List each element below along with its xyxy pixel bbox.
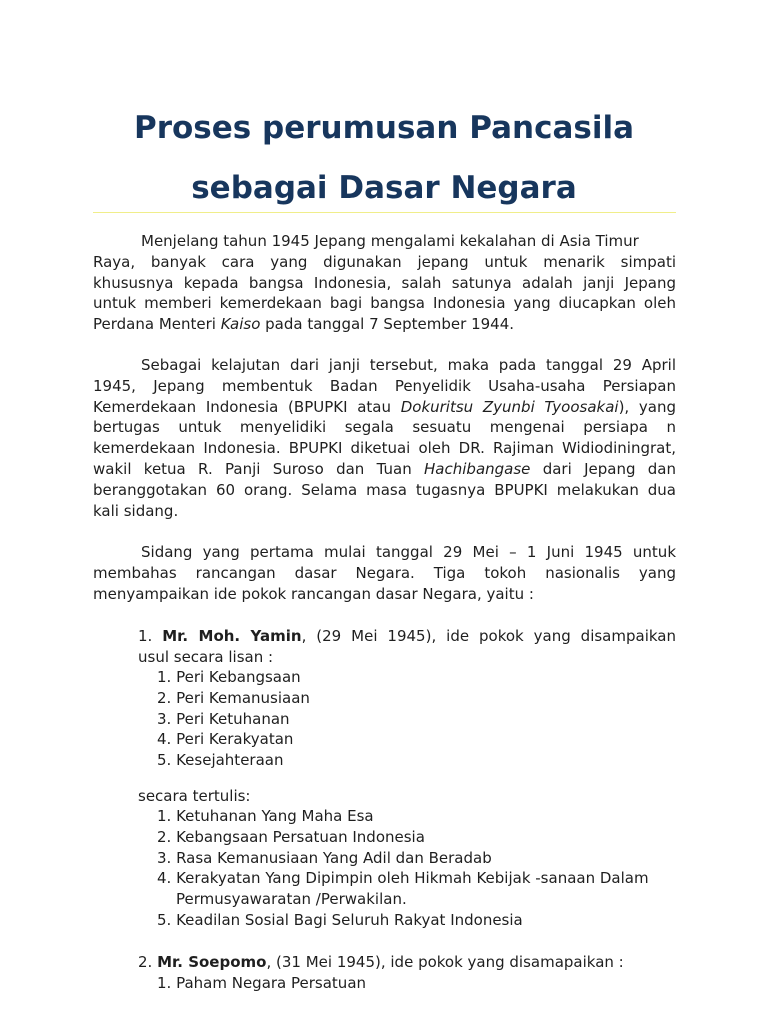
- list-item: 1. Peri Kebangsaan: [157, 668, 301, 686]
- italic-term: Kaiso: [220, 315, 261, 334]
- text-line: beranggotakan 60 orang. Selama masa tugasnya BPUPKI melakukan dua: [93, 480, 676, 499]
- text-line: [93, 459, 676, 480]
- list-number: 1.: [138, 627, 163, 645]
- title-line-1: Proses perumusan Pancasila: [134, 110, 634, 146]
- list-number: 2.: [138, 953, 158, 971]
- paragraph-3: [93, 542, 676, 604]
- text-line: kali sidang.: [93, 501, 179, 520]
- list-item-soepomo: [138, 952, 624, 973]
- title-divider: [93, 212, 676, 213]
- tertulis-label: secara tertulis:: [138, 787, 251, 805]
- text-line: usul secara lisan :: [138, 647, 274, 666]
- italic-term: Dokuritsu Zyunbi Tyoosakai: [400, 397, 619, 416]
- list-item: 1. Paham Negara Persatuan: [157, 974, 367, 992]
- text-span: pada tanggal 7 September 1944.: [260, 315, 515, 334]
- text-line: Raya, banyak cara yang digunakan jepang untuk menarik simpati: [93, 252, 676, 271]
- list-item: 1. Ketuhanan Yang Maha Esa: [157, 807, 374, 825]
- list-item: 3. Peri Ketuhanan: [157, 709, 290, 728]
- text-line: membahas rancangan dasar Negara. Tiga tokoh nasionalis yang: [93, 563, 676, 582]
- text-span: wakil ketua R. Panji Suroso dan Tuan: [93, 459, 425, 478]
- text-span: , (31 Mei 1945), ide pokok yang disamapaikan :: [266, 953, 624, 971]
- text-line: Sebagai kelajutan dari janji tersebut, maka pada tanggal 29 April: [141, 356, 676, 374]
- list-item: 5. Keadilan Sosial Bagi Seluruh Rakyat Indonesia: [157, 910, 523, 929]
- text-span: , (29 Mei 1945), ide pokok yang disampaikan: [301, 627, 676, 645]
- paragraph-2: [93, 355, 676, 521]
- list-item: 4. Peri Kerakyatan: [157, 730, 294, 749]
- text-span: Perdana Menteri: [93, 315, 221, 334]
- text-line: [93, 397, 676, 418]
- list-item: 5. Kesejahteraan: [157, 751, 284, 770]
- text-line: Sidang yang pertama mulai tanggal 29 Mei – 1 Juni 1945 untuk: [141, 543, 676, 561]
- text-line: khususnya kepada bangsa Indonesia, salah satunya adalah janji Jepang: [93, 273, 676, 292]
- page-title: [0, 98, 768, 218]
- soepomo-list: [157, 973, 366, 994]
- text-line: bertugas untuk menyelidiki segala sesuatu mengenai persiapa n: [93, 418, 676, 437]
- text-line: [138, 626, 676, 647]
- person-name: Mr. Soepomo: [157, 953, 267, 971]
- paragraph-1: [93, 231, 676, 335]
- text-line: Menjelang tahun 1945 Jepang mengalami kekalahan di Asia Timur: [141, 232, 639, 250]
- lisan-list: [157, 667, 310, 771]
- text-line: 1945, Jepang membentuk Badan Penyelidik Usaha-usaha Persiapan: [93, 376, 676, 395]
- text-line: untuk memberi kemerdekaan bagi bangsa Indonesia yang diucapkan oleh: [93, 294, 676, 313]
- list-item: 2. Peri Kemanusiaan: [157, 688, 310, 707]
- list-item-continuation: Permusyawaratan /Perwakilan.: [176, 890, 407, 909]
- list-item: 3. Rasa Kemanusiaan Yang Adil dan Beradab: [157, 848, 492, 867]
- title-line-2: sebagai Dasar Negara: [191, 170, 577, 206]
- text-span: dari Jepang dan: [530, 459, 676, 478]
- text-line: [93, 314, 676, 335]
- person-name: Mr. Moh. Yamin: [162, 627, 302, 645]
- list-item: 4. Kerakyatan Yang Dipimpin oleh Hikmah Kebijak -sanaan Dalam: [157, 869, 649, 888]
- list-item-yamin: [138, 626, 676, 668]
- text-span: ), yang: [618, 397, 676, 416]
- list-item: 2. Kebangsaan Persatuan Indonesia: [157, 827, 425, 846]
- text-line: kemerdekaan Indonesia. BPUPKI diketuai oleh DR. Rajiman Widiodiningrat,: [93, 439, 676, 458]
- text-span: Kemerdekaan Indonesia (BPUPKI atau: [93, 397, 401, 416]
- italic-term: Hachibangase: [424, 459, 531, 478]
- tertulis-list: [157, 806, 649, 931]
- text-line: menyampaikan ide pokok rancangan dasar Negara, yaitu :: [93, 584, 534, 603]
